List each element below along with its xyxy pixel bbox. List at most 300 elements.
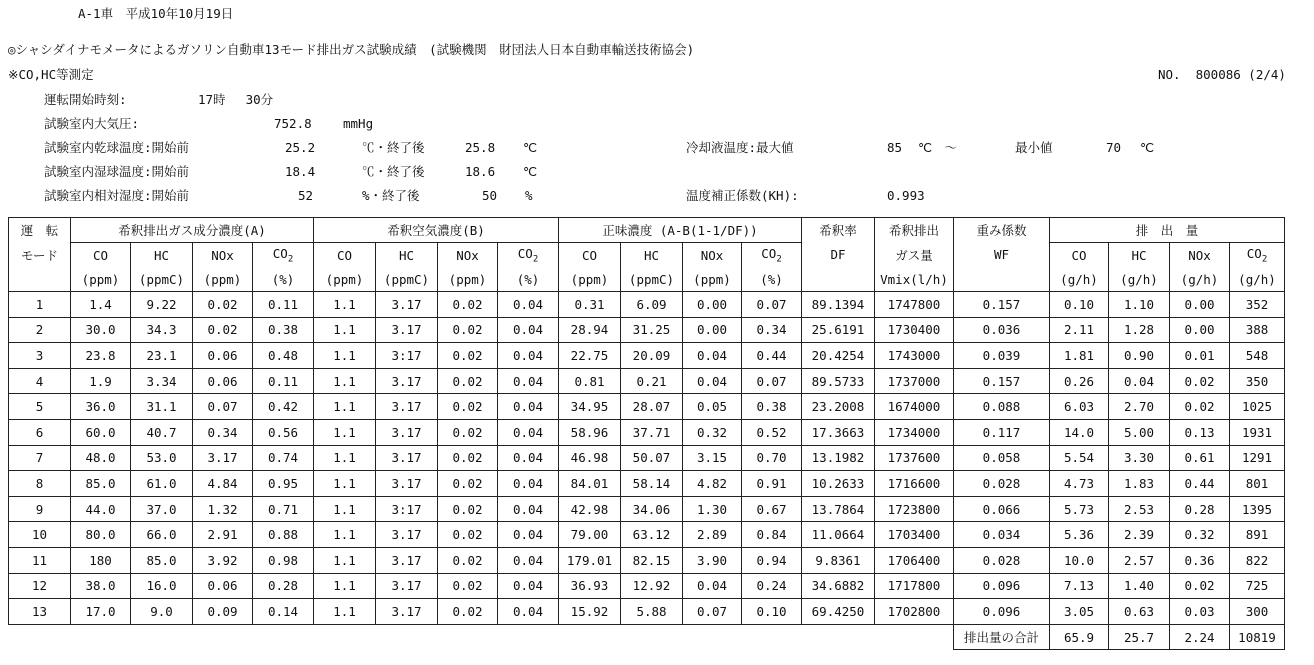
table-cell: 36.0 bbox=[71, 394, 131, 420]
table-cell: 0.028 bbox=[954, 471, 1050, 497]
table-cell: 2.57 bbox=[1109, 547, 1170, 573]
coolant-max: 85 bbox=[887, 140, 903, 155]
table-cell: 10.0 bbox=[1050, 547, 1109, 573]
table-cell: 0.00 bbox=[1170, 317, 1230, 343]
table-cell: 0.04 bbox=[683, 343, 742, 369]
table-cell: 0.11 bbox=[253, 292, 314, 318]
table-cell: 0.34 bbox=[742, 317, 802, 343]
table-cell: 0.14 bbox=[253, 599, 314, 625]
table-cell: 0.088 bbox=[954, 394, 1050, 420]
table-cell: 0.04 bbox=[498, 292, 559, 318]
b-nox: NOx bbox=[438, 243, 498, 268]
results-table bbox=[8, 217, 1285, 650]
table-cell: 11.0664 bbox=[802, 522, 875, 548]
table-cell: 5.73 bbox=[1050, 496, 1109, 522]
n-nox-unit: (ppm) bbox=[683, 267, 742, 292]
df-header-3 bbox=[802, 267, 875, 292]
table-cell: 1734000 bbox=[875, 419, 954, 445]
table-cell: 53.0 bbox=[131, 445, 193, 471]
a-co: CO bbox=[71, 243, 131, 268]
table-cell: 0.02 bbox=[438, 343, 498, 369]
table-cell: 0.036 bbox=[954, 317, 1050, 343]
wet-bulb-after: 18.6 bbox=[465, 164, 496, 179]
table-cell: 80.0 bbox=[71, 522, 131, 548]
table-cell: 0.91 bbox=[742, 471, 802, 497]
table-cell: 34.3 bbox=[131, 317, 193, 343]
table-cell: 0.04 bbox=[498, 496, 559, 522]
table-cell: 0.04 bbox=[683, 368, 742, 394]
table-cell: 13.7864 bbox=[802, 496, 875, 522]
table-cell: 0.10 bbox=[742, 599, 802, 625]
table-cell: 1703400 bbox=[875, 522, 954, 548]
table-cell: 60.0 bbox=[71, 419, 131, 445]
table-cell: 0.00 bbox=[683, 292, 742, 318]
table-cell: 20.09 bbox=[621, 343, 683, 369]
table-cell: 1.1 bbox=[314, 419, 376, 445]
table-cell: 0.157 bbox=[954, 292, 1050, 318]
humidity-label: 試験室内相対湿度:開始前 bbox=[44, 188, 190, 203]
table-cell: 1.83 bbox=[1109, 471, 1170, 497]
table-cell: 23.1 bbox=[131, 343, 193, 369]
table-row bbox=[9, 547, 1285, 573]
table-cell: 1.32 bbox=[193, 496, 253, 522]
table-cell: 34.6882 bbox=[802, 573, 875, 599]
vmix-header: 希釈排出 bbox=[875, 218, 954, 243]
table-cell: 20.4254 bbox=[802, 343, 875, 369]
table-cell: 0.00 bbox=[683, 317, 742, 343]
table-cell: 0.31 bbox=[559, 292, 621, 318]
table-cell: 0.00 bbox=[1170, 292, 1230, 318]
table-cell: 1.1 bbox=[314, 599, 376, 625]
table-cell: 0.06 bbox=[193, 573, 253, 599]
table-cell: 0.04 bbox=[498, 368, 559, 394]
table-cell: 6.03 bbox=[1050, 394, 1109, 420]
table-cell: 1.1 bbox=[314, 368, 376, 394]
table-cell: 9.0 bbox=[131, 599, 193, 625]
vmix-header-3: Vmix(l/h) bbox=[875, 267, 954, 292]
table-cell: 1291 bbox=[1230, 445, 1285, 471]
table-cell: 3.30 bbox=[1109, 445, 1170, 471]
total-label: 排出量の合計 bbox=[954, 624, 1050, 650]
vehicle-date: A-1車 平成10年10月19日 bbox=[78, 6, 234, 21]
table-cell: 12.92 bbox=[621, 573, 683, 599]
table-cell: 891 bbox=[1230, 522, 1285, 548]
table-cell: 3:17 bbox=[376, 343, 438, 369]
table-cell: 0.44 bbox=[1170, 471, 1230, 497]
table-cell: 0.21 bbox=[621, 368, 683, 394]
em-co2: $CO_2$ bbox=[1230, 243, 1285, 268]
table-cell: 3.17 bbox=[376, 573, 438, 599]
table-cell: 2.53 bbox=[1109, 496, 1170, 522]
start-time-label: 運転開始時刻: bbox=[44, 92, 127, 107]
table-cell: 0.34 bbox=[193, 419, 253, 445]
table-cell: 1.1 bbox=[314, 496, 376, 522]
table-cell: 0.02 bbox=[438, 292, 498, 318]
table-cell: 0.096 bbox=[954, 599, 1050, 625]
a-co-unit: (ppm) bbox=[71, 267, 131, 292]
dry-bulb-unit: ℃ bbox=[523, 140, 538, 155]
table-cell: 2.11 bbox=[1050, 317, 1109, 343]
table-row bbox=[9, 368, 1285, 394]
table-cell: 0.04 bbox=[498, 317, 559, 343]
table-cell: 0.84 bbox=[742, 522, 802, 548]
mode-header: 運 転 bbox=[9, 218, 71, 243]
table-cell: 69.4250 bbox=[802, 599, 875, 625]
dry-bulb-after: 25.8 bbox=[465, 140, 496, 155]
table-row bbox=[9, 317, 1285, 343]
table-cell: 63.12 bbox=[621, 522, 683, 548]
table-cell: 23.2008 bbox=[802, 394, 875, 420]
table-cell: 1.9 bbox=[71, 368, 131, 394]
wet-bulb-label: 試験室内湿球温度:開始前 bbox=[44, 164, 190, 179]
table-cell: 5.36 bbox=[1050, 522, 1109, 548]
a-nox: NOx bbox=[193, 243, 253, 268]
table-cell: 1.10 bbox=[1109, 292, 1170, 318]
mode-header-3 bbox=[9, 267, 71, 292]
table-cell: 0.07 bbox=[742, 292, 802, 318]
table-cell: 0.06 bbox=[193, 368, 253, 394]
humidity-mid: %・終了後 bbox=[362, 188, 420, 203]
table-cell: 34.06 bbox=[621, 496, 683, 522]
table-cell: 13.1982 bbox=[802, 445, 875, 471]
vmix-header-2: ガス量 bbox=[875, 243, 954, 268]
a-co2: $CO_2$ bbox=[253, 243, 314, 268]
group-b-header: 希釈空気濃度(B) bbox=[314, 218, 559, 243]
table-cell: 85.0 bbox=[131, 547, 193, 573]
wf-header-2: WF bbox=[954, 243, 1050, 268]
table-cell: 0.039 bbox=[954, 343, 1050, 369]
table-cell: 0.02 bbox=[438, 419, 498, 445]
mode-cell: 5 bbox=[9, 394, 71, 420]
coolant-max-unit: ℃ ～ bbox=[918, 140, 958, 155]
table-cell: 0.67 bbox=[742, 496, 802, 522]
table-cell: 1395 bbox=[1230, 496, 1285, 522]
n-co2-unit: (%) bbox=[742, 267, 802, 292]
table-cell: 9.8361 bbox=[802, 547, 875, 573]
table-cell: 15.92 bbox=[559, 599, 621, 625]
table-cell: 6.09 bbox=[621, 292, 683, 318]
table-cell: 0.02 bbox=[438, 445, 498, 471]
table-cell: 31.1 bbox=[131, 394, 193, 420]
wf-header-3 bbox=[954, 267, 1050, 292]
table-cell: 352 bbox=[1230, 292, 1285, 318]
table-cell: 0.28 bbox=[253, 573, 314, 599]
table-cell: 0.74 bbox=[253, 445, 314, 471]
b-co-unit: (ppm) bbox=[314, 267, 376, 292]
wet-bulb-mid: ℃・終了後 bbox=[362, 164, 425, 179]
mode-cell: 4 bbox=[9, 368, 71, 394]
measurement-note: ※CO,HC等測定 bbox=[8, 67, 94, 82]
table-cell: 40.7 bbox=[131, 419, 193, 445]
table-cell: 0.32 bbox=[1170, 522, 1230, 548]
table-cell: 82.15 bbox=[621, 547, 683, 573]
table-cell: 50.07 bbox=[621, 445, 683, 471]
group-net-header: 正味濃度 (A-B(1-1/DF)) bbox=[559, 218, 802, 243]
total-nox: 2.24 bbox=[1170, 624, 1230, 650]
table-cell: 1.28 bbox=[1109, 317, 1170, 343]
table-cell: 3.34 bbox=[131, 368, 193, 394]
table-cell: 22.75 bbox=[559, 343, 621, 369]
table-cell: 31.25 bbox=[621, 317, 683, 343]
table-cell: 0.034 bbox=[954, 522, 1050, 548]
table-cell: 0.02 bbox=[438, 522, 498, 548]
table-cell: 79.00 bbox=[559, 522, 621, 548]
table-cell: 801 bbox=[1230, 471, 1285, 497]
table-cell: 0.02 bbox=[1170, 368, 1230, 394]
start-time-value: 17時 30分 bbox=[198, 92, 274, 107]
table-cell: 0.117 bbox=[954, 419, 1050, 445]
table-row bbox=[9, 471, 1285, 497]
report-title: ◎シャシダイナモメータによるガソリン自動車13モード排出ガス試験成績 (試験機関 財団法人日本自動車輸送技術協会) bbox=[8, 42, 695, 57]
a-co2-unit: (%) bbox=[253, 267, 314, 292]
table-cell: 0.61 bbox=[1170, 445, 1230, 471]
table-cell: 3.17 bbox=[376, 445, 438, 471]
table-cell: 1.4 bbox=[71, 292, 131, 318]
table-cell: 0.04 bbox=[1109, 368, 1170, 394]
table-cell: 3.17 bbox=[376, 547, 438, 573]
table-cell: 0.04 bbox=[498, 343, 559, 369]
table-cell: 0.28 bbox=[1170, 496, 1230, 522]
document-number: NO. 800086 (2/4) bbox=[1158, 67, 1286, 82]
table-cell: 4.82 bbox=[683, 471, 742, 497]
table-cell: 0.02 bbox=[438, 471, 498, 497]
mode-cell: 2 bbox=[9, 317, 71, 343]
humidity-before: 52 bbox=[298, 188, 314, 203]
table-cell: 30.0 bbox=[71, 317, 131, 343]
table-cell: 3.17 bbox=[376, 522, 438, 548]
table-cell: 28.07 bbox=[621, 394, 683, 420]
coolant-min-label: 最小値 bbox=[1015, 140, 1053, 155]
table-cell: 0.096 bbox=[954, 573, 1050, 599]
mode-cell: 10 bbox=[9, 522, 71, 548]
n-co: CO bbox=[559, 243, 621, 268]
table-cell: 3.17 bbox=[376, 368, 438, 394]
kh-label: 温度補正係数(KH): bbox=[686, 188, 799, 203]
wf-header: 重み係数 bbox=[954, 218, 1050, 243]
table-cell: 0.04 bbox=[498, 599, 559, 625]
table-cell: 1931 bbox=[1230, 419, 1285, 445]
table-cell: 0.26 bbox=[1050, 368, 1109, 394]
table-cell: 0.04 bbox=[498, 471, 559, 497]
table-cell: 0.04 bbox=[498, 419, 559, 445]
table-cell: 10.2633 bbox=[802, 471, 875, 497]
table-cell: 0.38 bbox=[742, 394, 802, 420]
table-cell: 1706400 bbox=[875, 547, 954, 573]
humidity-after: 50 bbox=[482, 188, 498, 203]
em-hc-unit: (g/h) bbox=[1109, 267, 1170, 292]
em-co2-unit: (g/h) bbox=[1230, 267, 1285, 292]
b-hc-unit: (ppmC) bbox=[376, 267, 438, 292]
table-cell: 0.09 bbox=[193, 599, 253, 625]
table-cell: 548 bbox=[1230, 343, 1285, 369]
pressure-label: 試験室内大気圧: bbox=[44, 116, 140, 131]
coolant-min: 70 bbox=[1106, 140, 1122, 155]
table-cell: 89.5733 bbox=[802, 368, 875, 394]
table-row bbox=[9, 445, 1285, 471]
table-cell: 46.98 bbox=[559, 445, 621, 471]
df-header-2: DF bbox=[802, 243, 875, 268]
table-cell: 3.17 bbox=[376, 292, 438, 318]
table-cell: 0.04 bbox=[498, 394, 559, 420]
total-hc: 25.7 bbox=[1109, 624, 1170, 650]
em-co-unit: (g/h) bbox=[1050, 267, 1109, 292]
em-nox: NOx bbox=[1170, 243, 1230, 268]
table-cell: 0.52 bbox=[742, 419, 802, 445]
table-cell: 0.90 bbox=[1109, 343, 1170, 369]
table-cell: 1737600 bbox=[875, 445, 954, 471]
table-cell: 58.96 bbox=[559, 419, 621, 445]
table-cell: 14.0 bbox=[1050, 419, 1109, 445]
table-cell: 0.07 bbox=[683, 599, 742, 625]
table-row bbox=[9, 419, 1285, 445]
mode-header-2: モード bbox=[9, 243, 71, 268]
table-row bbox=[9, 394, 1285, 420]
mode-cell: 9 bbox=[9, 496, 71, 522]
table-cell: 42.98 bbox=[559, 496, 621, 522]
table-cell: 1717800 bbox=[875, 573, 954, 599]
em-hc: HC bbox=[1109, 243, 1170, 268]
group-a-header: 希釈排出ガス成分濃度(A) bbox=[71, 218, 314, 243]
table-cell: 1.1 bbox=[314, 445, 376, 471]
table-cell: 17.0 bbox=[71, 599, 131, 625]
table-cell: 1.1 bbox=[314, 292, 376, 318]
table-cell: 0.157 bbox=[954, 368, 1050, 394]
table-cell: 822 bbox=[1230, 547, 1285, 573]
n-hc-unit: (ppmC) bbox=[621, 267, 683, 292]
table-cell: 34.95 bbox=[559, 394, 621, 420]
table-cell: 58.14 bbox=[621, 471, 683, 497]
table-cell: 0.07 bbox=[742, 368, 802, 394]
table-cell: 0.24 bbox=[742, 573, 802, 599]
table-cell: 4.84 bbox=[193, 471, 253, 497]
table-cell: 1674000 bbox=[875, 394, 954, 420]
table-cell: 0.11 bbox=[253, 368, 314, 394]
table-cell: 1730400 bbox=[875, 317, 954, 343]
table-cell: 1.1 bbox=[314, 522, 376, 548]
table-cell: 0.06 bbox=[193, 343, 253, 369]
table-cell: 44.0 bbox=[71, 496, 131, 522]
table-cell: 1.1 bbox=[314, 547, 376, 573]
table-cell: 5.88 bbox=[621, 599, 683, 625]
b-co2-unit: (%) bbox=[498, 267, 559, 292]
table-cell: 0.058 bbox=[954, 445, 1050, 471]
table-cell: 3.90 bbox=[683, 547, 742, 573]
table-cell: 3.15 bbox=[683, 445, 742, 471]
total-co2: 10819 bbox=[1230, 624, 1285, 650]
table-cell: 25.6191 bbox=[802, 317, 875, 343]
table-cell: 0.03 bbox=[1170, 599, 1230, 625]
table-row bbox=[9, 522, 1285, 548]
pressure-value: 752.8 bbox=[274, 116, 312, 131]
table-cell: 0.94 bbox=[742, 547, 802, 573]
table-cell: 61.0 bbox=[131, 471, 193, 497]
table-cell: 2.39 bbox=[1109, 522, 1170, 548]
table-cell: 0.04 bbox=[498, 522, 559, 548]
table-cell: 0.02 bbox=[438, 496, 498, 522]
table-cell: 725 bbox=[1230, 573, 1285, 599]
dry-bulb-before: 25.2 bbox=[285, 140, 316, 155]
table-cell: 3:17 bbox=[376, 496, 438, 522]
table-cell: 1.1 bbox=[314, 471, 376, 497]
table-cell: 9.22 bbox=[131, 292, 193, 318]
table-cell: 5.54 bbox=[1050, 445, 1109, 471]
wet-bulb-unit: ℃ bbox=[523, 164, 538, 179]
em-co: CO bbox=[1050, 243, 1109, 268]
table-cell: 37.71 bbox=[621, 419, 683, 445]
table-cell: 0.04 bbox=[498, 445, 559, 471]
table-cell: 2.91 bbox=[193, 522, 253, 548]
df-header: 希釈率 bbox=[802, 218, 875, 243]
table-cell: 350 bbox=[1230, 368, 1285, 394]
table-cell: 0.04 bbox=[498, 547, 559, 573]
n-hc: HC bbox=[621, 243, 683, 268]
mode-cell: 1 bbox=[9, 292, 71, 318]
table-cell: 1.1 bbox=[314, 343, 376, 369]
table-cell: 0.88 bbox=[253, 522, 314, 548]
n-co-unit: (ppm) bbox=[559, 267, 621, 292]
mode-cell: 6 bbox=[9, 419, 71, 445]
table-cell: 180 bbox=[71, 547, 131, 573]
table-cell: 0.98 bbox=[253, 547, 314, 573]
table-cell: 1.40 bbox=[1109, 573, 1170, 599]
table-cell: 0.02 bbox=[438, 573, 498, 599]
table-cell: 1737000 bbox=[875, 368, 954, 394]
table-cell: 1716600 bbox=[875, 471, 954, 497]
table-cell: 0.02 bbox=[438, 394, 498, 420]
table-cell: 2.89 bbox=[683, 522, 742, 548]
table-cell: 0.02 bbox=[1170, 394, 1230, 420]
table-cell: 0.95 bbox=[253, 471, 314, 497]
a-hc: HC bbox=[131, 243, 193, 268]
a-hc-unit: (ppmC) bbox=[131, 267, 193, 292]
table-cell: 66.0 bbox=[131, 522, 193, 548]
table-cell: 17.3663 bbox=[802, 419, 875, 445]
table-cell: 38.0 bbox=[71, 573, 131, 599]
table-cell: 1743000 bbox=[875, 343, 954, 369]
mode-cell: 13 bbox=[9, 599, 71, 625]
table-cell: 2.70 bbox=[1109, 394, 1170, 420]
b-hc: HC bbox=[376, 243, 438, 268]
table-row bbox=[9, 573, 1285, 599]
humidity-unit: % bbox=[525, 188, 533, 203]
table-cell: 179.01 bbox=[559, 547, 621, 573]
table-cell: 0.56 bbox=[253, 419, 314, 445]
table-cell: 1.30 bbox=[683, 496, 742, 522]
table-cell: 0.02 bbox=[438, 599, 498, 625]
coolant-label: 冷却液温度:最大値 bbox=[686, 140, 794, 155]
mode-cell: 11 bbox=[9, 547, 71, 573]
table-cell: 3.17 bbox=[376, 471, 438, 497]
table-cell: 3.17 bbox=[376, 317, 438, 343]
n-co2: $CO_2$ bbox=[742, 243, 802, 268]
dry-bulb-mid: ℃・終了後 bbox=[362, 140, 425, 155]
n-nox: NOx bbox=[683, 243, 742, 268]
table-cell: 0.81 bbox=[559, 368, 621, 394]
total-co: 65.9 bbox=[1050, 624, 1109, 650]
table-cell: 37.0 bbox=[131, 496, 193, 522]
table-cell: 0.10 bbox=[1050, 292, 1109, 318]
emission-header: 排 出 量 bbox=[1050, 218, 1285, 243]
table-cell: 0.13 bbox=[1170, 419, 1230, 445]
table-cell: 4.73 bbox=[1050, 471, 1109, 497]
table-cell: 5.00 bbox=[1109, 419, 1170, 445]
b-co: CO bbox=[314, 243, 376, 268]
table-cell: 0.01 bbox=[1170, 343, 1230, 369]
table-cell: 0.04 bbox=[683, 573, 742, 599]
table-cell: 0.02 bbox=[193, 317, 253, 343]
table-cell: 0.05 bbox=[683, 394, 742, 420]
table-cell: 48.0 bbox=[71, 445, 131, 471]
